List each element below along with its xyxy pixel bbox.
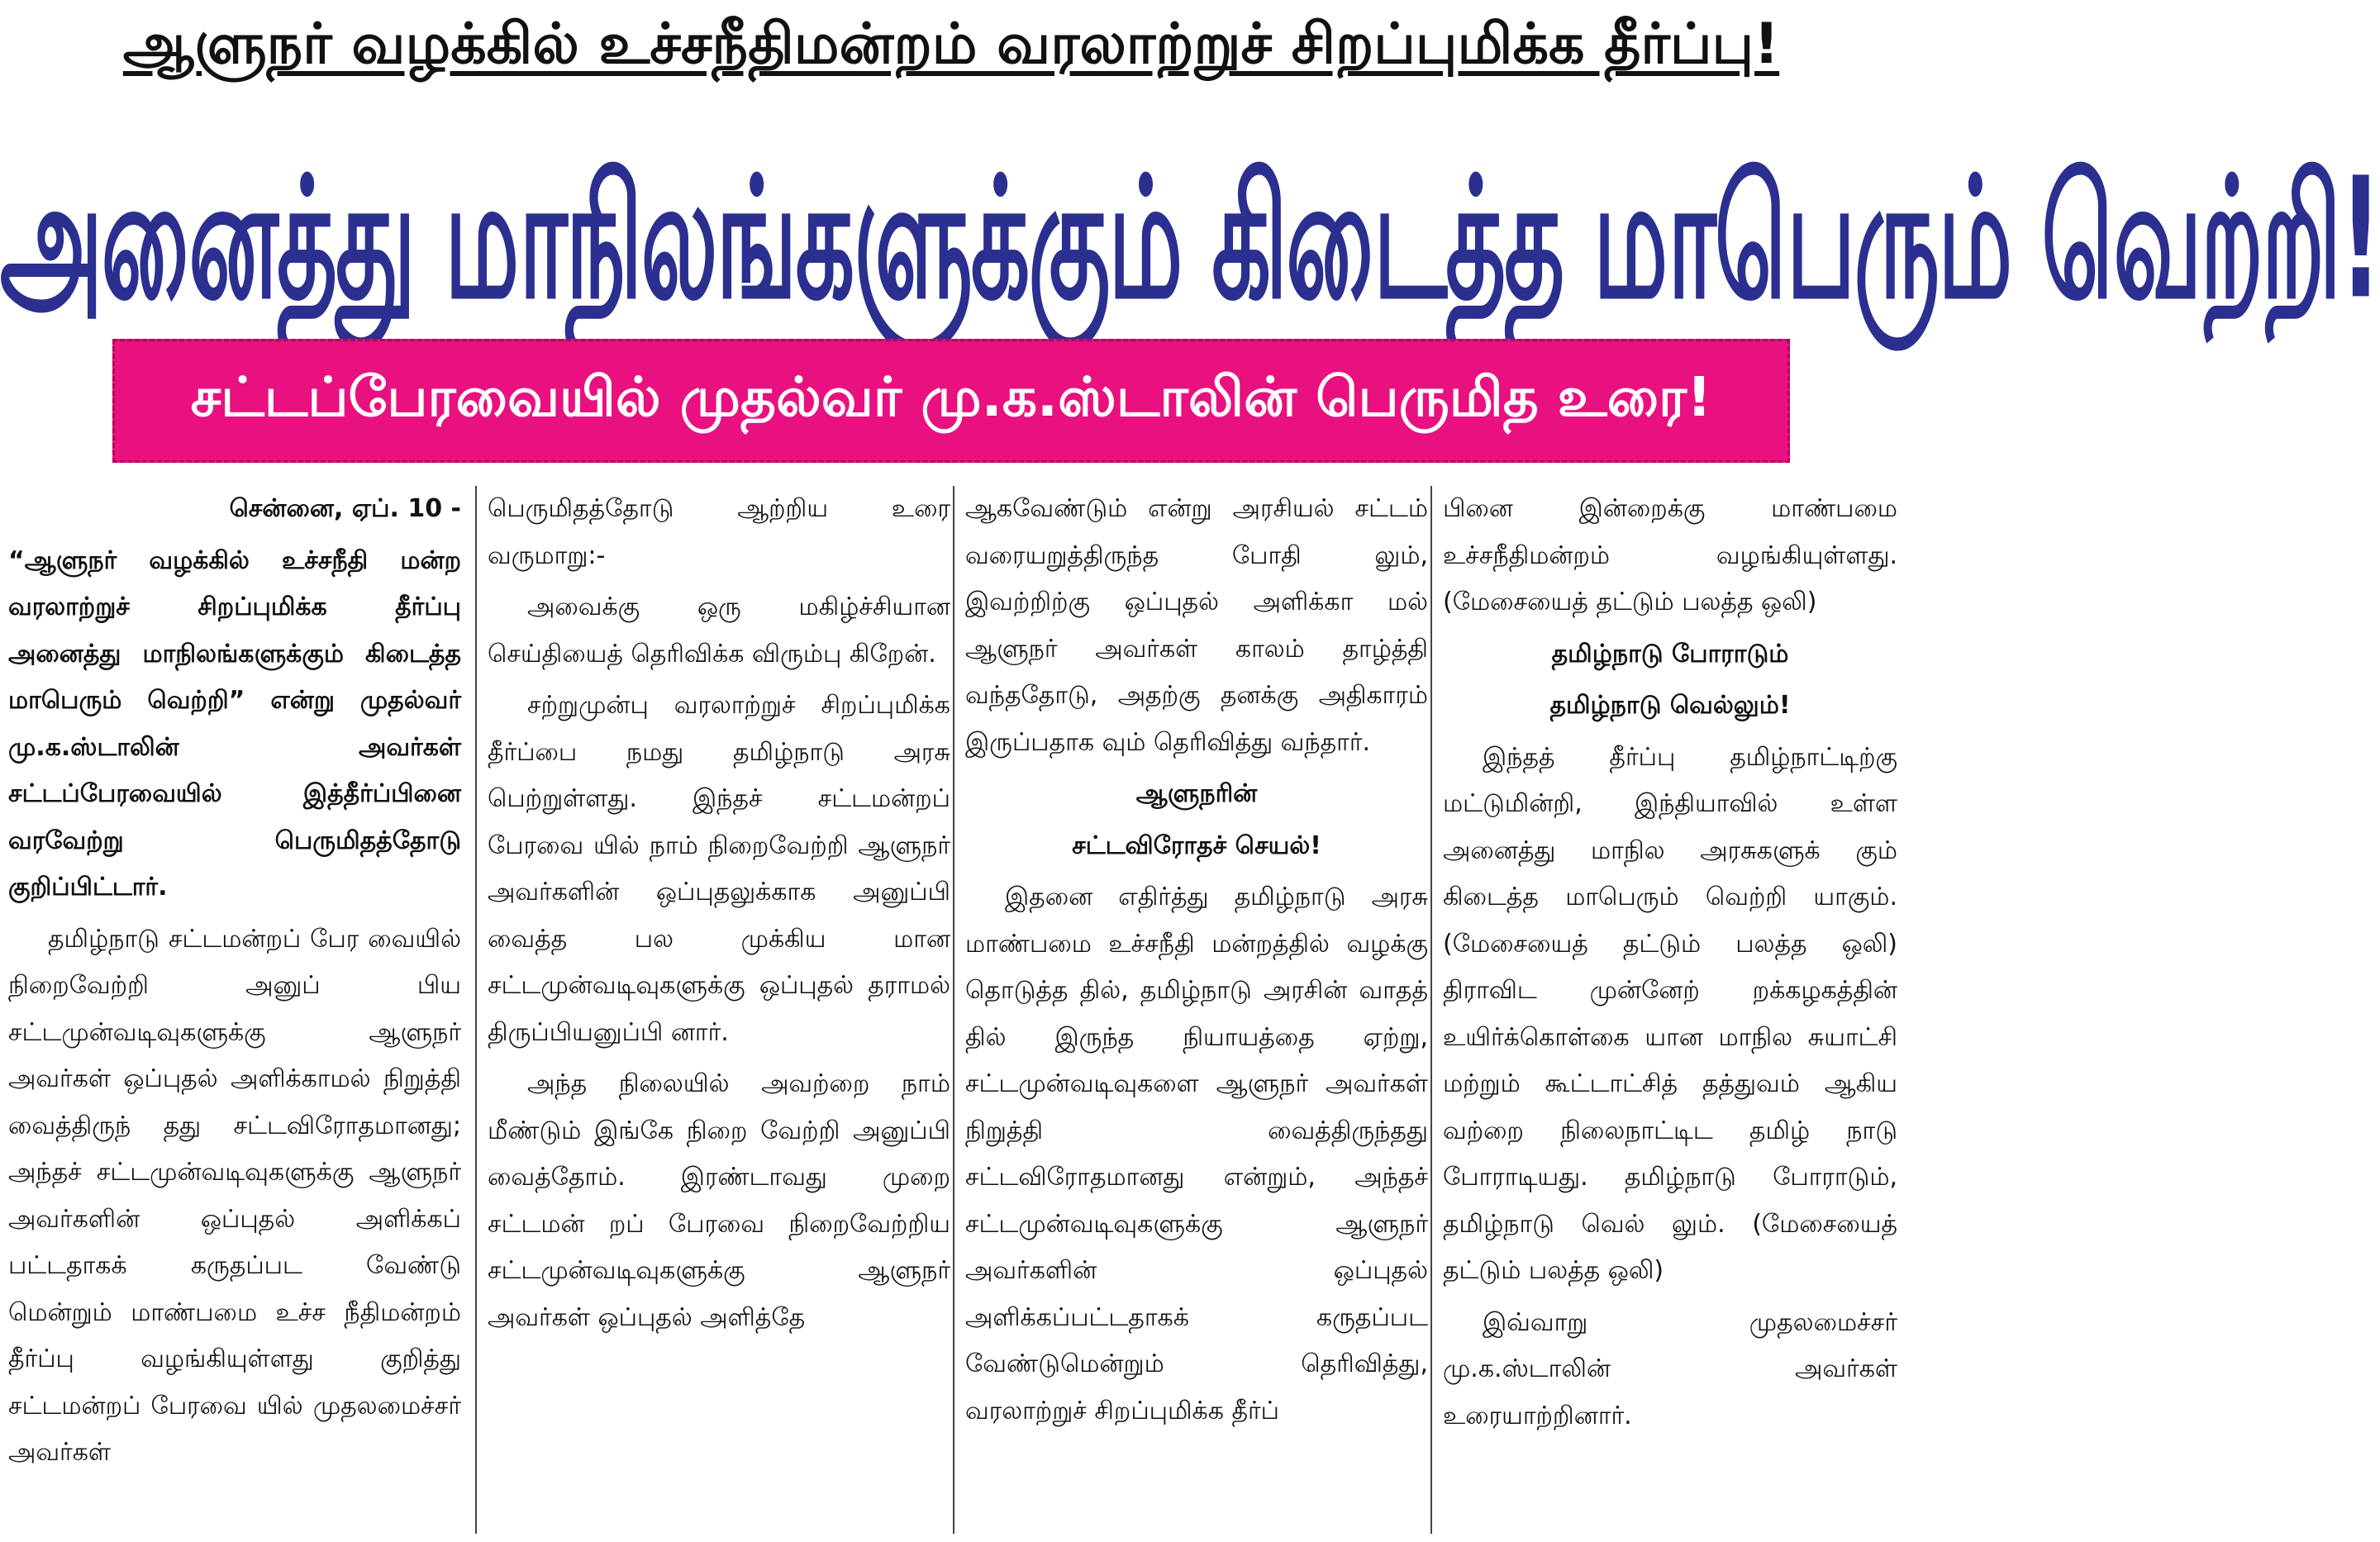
- column-divider: [953, 486, 954, 1534]
- paragraph: இவ்வாறு முதலமைச்சர் மு.க.ஸ்டாலின் அவர்கள் உரையாற்றினார்.: [1443, 1307, 1897, 1430]
- article-column-3: [965, 486, 1428, 1534]
- paragraph: அந்த நிலையில் அவற்றை நாம் மீண்டும் இங்கே நிறை வேற்றி அனுப்பி வைத்தோம். இரண்டாவது முறை சட்டமன் றப் பேரவை நிறைவேற்றிய சட்டமுன்வடிவுகளுக்கு ஆளுநர் அவர்கள் ஒப்புதல் அளித்தே: [488, 1069, 950, 1332]
- banner-text: சட்டப்பேரவையில் முதல்வர் மு.க.ஸ்டாலின் பெருமித உரை!: [190, 365, 1712, 429]
- dateline: சென்னை, ஏப். 10 -: [229, 494, 461, 523]
- section-subhead: ஆளுநரின்: [1135, 779, 1258, 808]
- paragraph: இந்தத் தீர்ப்பு தமிழ்நாட்டிற்கு மட்டுமின்றி, இந்தியாவில் உள்ள அனைத்து மாநில அரசுகளுக் கும் கிடைத்த மாபெரும் வெற்றி யாகும். (மேசையைத் தட்டும் பலத்த ஒலி) திராவிட முன்னேற் றக்கழகத்தின் உயிர்க்கொள்கை யான மாநில சுயாட்சி மற்றும் கூட்டாட்சித் தத்துவம் ஆகிய வற்றை நிலைநாட்டிட தமிழ் நாடு போராடியது. தமிழ்நாடு போராடும், தமிழ்நாடு வெல் லும். (மேசையைத் தட்டும் பலத்த ஒலி): [1443, 742, 1897, 1285]
- paragraph: ஆகவேண்டும் என்று அரசியல் சட்டம் வரையறுத்திருந்த போதி லும், இவற்றிற்கு ஒப்புதல் அளிக்கா மல் ஆளுநர் அவர்கள் காலம் தாழ்த்தி வந்ததோடு, அதற்கு தனக்கு அதிகாரம் இருப்பதாக வும் தெரிவித்து வந்தார்.: [965, 494, 1428, 757]
- section-subhead: சட்டவிரோதச் செயல்!: [1072, 830, 1321, 860]
- paragraph: இதனை எதிர்த்து தமிழ்நாடு அரசு மாண்பமை உச்சநீதி மன்றத்தில் வழக்கு தொடுத்த தில், தமிழ்நாடு அரசின் வாதத் தில் இருந்த நியாயத்தை ஏற்று, சட்டமுன்வடிவுகளை ஆளுநர் அவர்கள் நிறுத்தி வைத்திருந்தது சட்டவிரோதமானது என்றும், அந்தச் சட்டமுன்வடிவுகளுக்கு ஆளுநர் அவர்களின் ஒப்புதல் அளிக்கப்பட்டதாகக் கருதப்பட வேண்டுமென்றும் தெரிவித்து, வரலாற்றுச் சிறப்புமிக்க தீர்ப்: [965, 883, 1428, 1425]
- article-column-1: [8, 486, 461, 1534]
- section-subhead: தமிழ்நாடு வெல்லும்!: [1549, 691, 1791, 720]
- paragraph: சற்றுமுன்பு வரலாற்றுச் சிறப்புமிக்க தீர்ப்பை நமது தமிழ்நாடு அரசு பெற்றுள்ளது. இந்தச் சட்டமன்றப் பேரவை யில் நாம் நிறைவேற்றி ஆளுநர் அவர்களின் ஒப்புதலுக்காக அனுப்பி வைத்த பல முக்கிய மான சட்டமுன்வடிவுகளுக்கு ஒப்புதல் தராமல் திருப்பியனுப்பி னார்.: [488, 691, 950, 1047]
- section-subhead: தமிழ்நாடு போராடும்: [1551, 639, 1789, 669]
- paragraph: பினை இன்றைக்கு மாண்பமை உச்சநீதிமன்றம் வழங்கியுள்ளது. (மேசையைத் தட்டும் பலத்த ஒலி): [1443, 494, 1897, 616]
- main-headline: அனைத்து மாநிலங்களுக்கும் கிடைத்த மாபெரும் வெற்றி!: [0, 143, 2380, 336]
- subheadline-banner: [112, 339, 1790, 463]
- article-column-4: [1443, 486, 1897, 1534]
- article-body: [0, 486, 1902, 1542]
- paragraph: அவைக்கு ஒரு மகிழ்ச்சியான செய்தியைத் தெரிவிக்க விரும்பு கிறேன்.: [488, 593, 950, 669]
- kicker-text: ஆளுநர் வழக்கில் உச்சநீதிமன்றம் வரலாற்றுச் சிறப்புமிக்க தீர்ப்பு!: [122, 12, 1780, 77]
- paragraph: தமிழ்நாடு சட்டமன்றப் பேர வையில் நிறைவேற்றி அனுப் பிய சட்டமுன்வடிவுகளுக்கு ஆளுநர் அவர்கள் ஒப்புதல் அளிக்காமல் நிறுத்தி வைத்திருந் தது சட்டவிரோதமானது; அந்தச் சட்டமுன்வடிவுகளுக்கு ஆளுநர் அவர்களின் ஒப்புதல் அளிக்கப் பட்டதாகக் கருதப்பட வேண்டு மென்றும் மாண்பமை உச்ச நீதிமன்றம் தீர்ப்பு வழங்கியுள்ளது குறித்து சட்டமன்றப் பேரவை யில் முதலமைச்சர் அவர்கள்: [8, 924, 461, 1467]
- paragraph: பெருமிதத்தோடு ஆற்றிய உரை வருமாறு:-: [488, 494, 950, 570]
- column-divider: [1430, 486, 1432, 1534]
- article-column-2: [488, 486, 950, 1534]
- lead-paragraph: “ஆளுநர் வழக்கில் உச்சநீதி மன்ற வரலாற்றுச் சிறப்புமிக்க தீர்ப்பு அனைத்து மாநிலங்களுக்கும் கிடைத்த மாபெரும் வெற்றி” என்று முதல்வர் மு.க.ஸ்டாலின் அவர்கள் சட்டப்பேரவையில் இத்தீர்ப்பினை வரவேற்று பெருமிதத்தோடு குறிப்பிட்டார்.: [8, 545, 461, 902]
- column-divider: [475, 486, 477, 1534]
